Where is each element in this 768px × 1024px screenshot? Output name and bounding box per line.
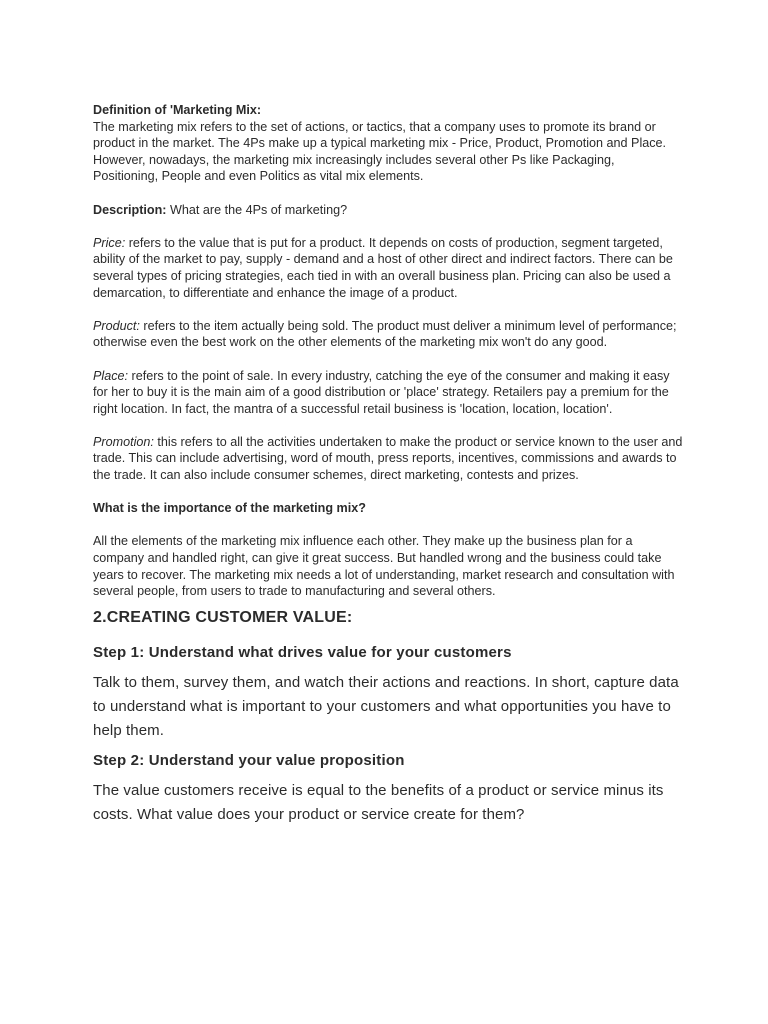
promotion-label: Promotion:: [93, 434, 154, 449]
product-text: refers to the item actually being sold. The product must deliver a minimum level of performance; otherwise even the best work on the other elements of the marketing mix won't do any good.: [93, 318, 677, 350]
product-paragraph: [93, 318, 683, 351]
definition-body: The marketing mix refers to the set of actions, or tactics, that a company uses to promote its brand or product in the market. The 4Ps make up a typical marketing mix - Price, Product, Promotion and Place. However, nowadays, the marketing mix increasingly includes several other Ps like Packaging, Positioning, People and even Politics as vital mix elements.: [93, 119, 667, 184]
definition-title: Definition of 'Marketing Mix:: [93, 103, 262, 117]
description-paragraph: [93, 202, 683, 219]
promotion-paragraph: [93, 434, 683, 484]
price-label: Price:: [93, 235, 126, 250]
importance-body: All the elements of the marketing mix influence each other. They make up the business plan for a company and handled right, can give it great success. But handled wrong and the business could take years to recover. The marketing mix needs a lot of understanding, market research and consultation with several people, from users to trade to manufacturing and several others.: [93, 534, 675, 599]
place-label: Place:: [93, 368, 129, 383]
price-text: refers to the value that is put for a product. It depends on costs of production, segment targeted, ability of the market to pay, supply - demand and a host of other direct and indirect factors. There can be several types of pricing strategies, each tied in with an overall business plan. Pricing can also be used a demarcation, to differentiate and enhance the image of a product.: [93, 235, 673, 300]
document-content: [93, 102, 683, 827]
step-2-heading: Step 2: Understand your value proposition: [93, 751, 405, 769]
promotion-text: this refers to all the activities undertaken to make the product or service known to the user and trade. This can include advertising, word of mouth, press reports, incentives, commissions and awards to the trade. It can also include consumer schemes, direct marketing, contests and prizes.: [93, 434, 683, 483]
place-text: refers to the point of sale. In every industry, catching the eye of the consumer and making it easy for her to buy it is the main aim of a good distribution or 'place' strategy. Retailers pay a premium for the right location. In fact, the mantra of a successful retail business is 'location, location, location'.: [93, 368, 670, 416]
section-2-heading: 2.CREATING CUSTOMER VALUE:: [93, 608, 353, 626]
step-2-body: The value customers receive is equal to the benefits of a product or service minus its costs. What value does your product or service create for them?: [93, 781, 664, 823]
price-paragraph: [93, 235, 683, 301]
description-text: What are the 4Ps of marketing?: [166, 202, 348, 217]
product-label: Product:: [93, 318, 140, 333]
importance-question: What is the importance of the marketing mix?: [93, 501, 366, 516]
place-paragraph: [93, 368, 683, 418]
step-1-heading: Step 1: Understand what drives value for your customers: [93, 643, 512, 661]
description-label: Description:: [93, 202, 167, 217]
step-1-body: Talk to them, survey them, and watch their actions and reactions. In short, capture data to understand what is important to your customers and what opportunities you have to help them.: [93, 673, 679, 739]
